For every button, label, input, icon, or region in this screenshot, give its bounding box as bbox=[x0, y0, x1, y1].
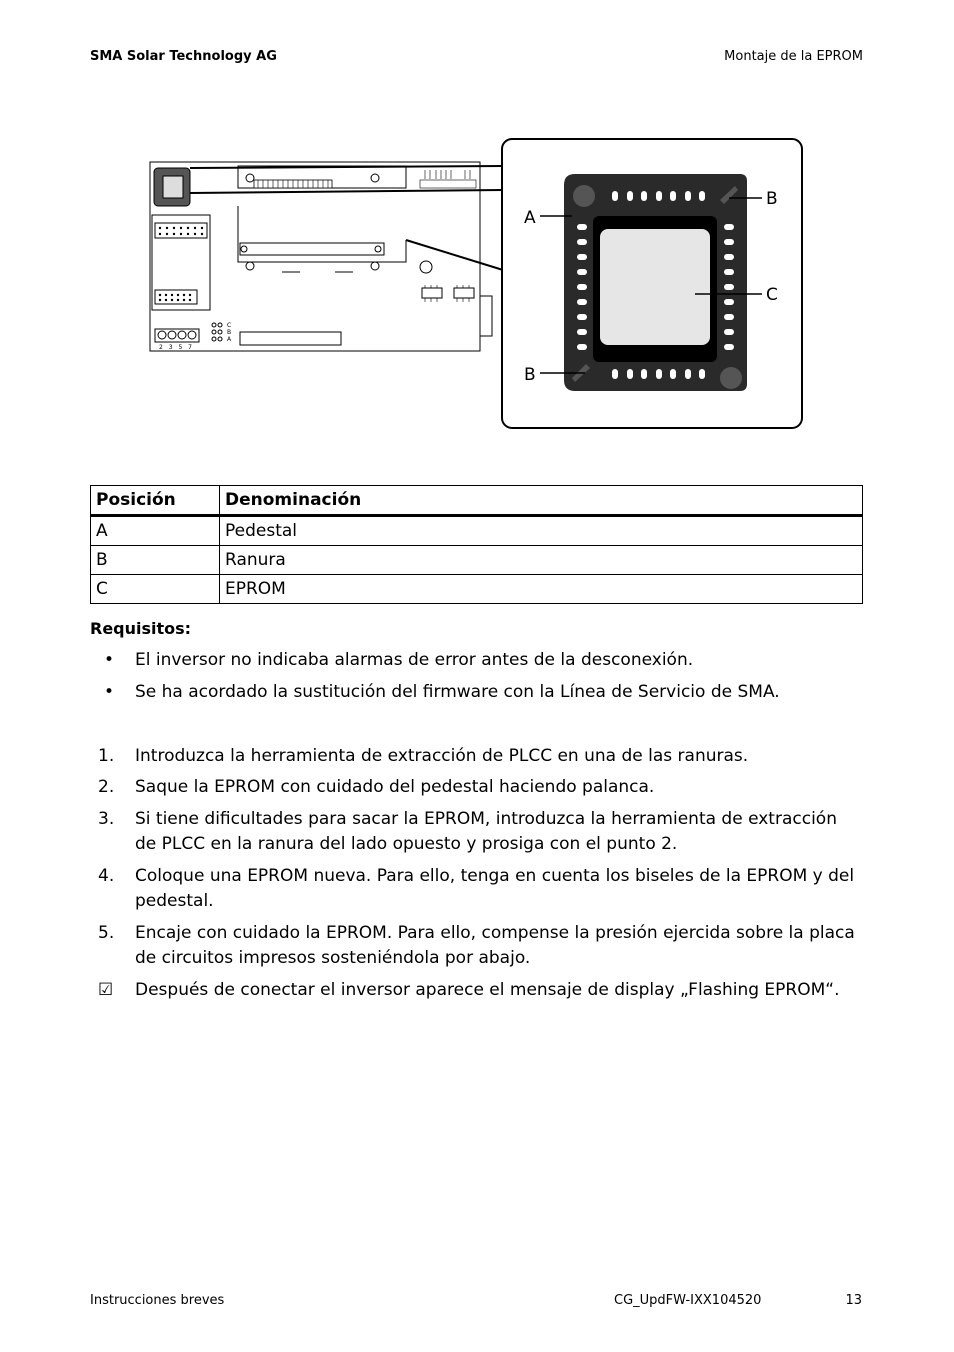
board-label-c: C bbox=[227, 322, 232, 329]
table-row bbox=[91, 516, 863, 546]
callout-b-top: B bbox=[766, 189, 778, 209]
legend-header-name: Denominación bbox=[220, 486, 863, 516]
legend-cell-position: C bbox=[91, 575, 220, 604]
step-text: Introduzca la herramienta de extracción de PLCC en una de las ranuras. bbox=[135, 746, 749, 766]
eprom-chip bbox=[600, 229, 710, 345]
legend-table bbox=[90, 485, 863, 604]
footer-doc-type: Instrucciones breves bbox=[90, 1293, 225, 1308]
step-text: Coloque una EPROM nueva. Para ello, tenga en cuenta los biseles de la EPROM y del pedestal. bbox=[135, 866, 855, 911]
table-row bbox=[91, 575, 863, 604]
board-label-b: B bbox=[227, 329, 232, 336]
header-company: SMA Solar Technology AG bbox=[90, 49, 277, 64]
result-text: Después de conectar el inversor aparece el mensaje de display „Flashing EPROM“. bbox=[135, 980, 840, 1000]
page-number: 13 bbox=[845, 1293, 862, 1308]
step-number: 4. bbox=[98, 866, 115, 886]
step-text: Encaje con cuidado la EPROM. Para ello, compense la presión ejercida sobre la placa de circuitos impresos sosteniéndola por abajo. bbox=[135, 923, 855, 968]
footer-doc-code: CG_UpdFW-IXX104520 bbox=[614, 1293, 762, 1308]
legend-cell-name: EPROM bbox=[220, 575, 863, 604]
step-number: 1. bbox=[98, 746, 115, 766]
legend-cell-name: Ranura bbox=[220, 546, 863, 575]
step-number: 5. bbox=[98, 923, 115, 943]
callout-c: C bbox=[766, 285, 778, 305]
callout-a: A bbox=[524, 208, 536, 228]
checkbox-checked-icon: ☑ bbox=[98, 980, 114, 1000]
legend-cell-name: Pedestal bbox=[220, 516, 863, 546]
bullet-marker: • bbox=[104, 650, 115, 670]
step-number: 3. bbox=[98, 809, 115, 829]
plcc-socket bbox=[564, 174, 747, 391]
board-label-a: A bbox=[227, 336, 232, 343]
table-row bbox=[91, 546, 863, 575]
header-section: Montaje de la EPROM bbox=[724, 49, 863, 64]
requirement-text: El inversor no indicaba alarmas de error antes de la desconexión. bbox=[135, 650, 694, 670]
step-text: Saque la EPROM con cuidado del pedestal haciendo palanca. bbox=[135, 777, 655, 797]
legend-cell-position: A bbox=[91, 516, 220, 546]
requirements-title: Requisitos: bbox=[90, 619, 192, 638]
step-text: Si tiene dificultades para sacar la EPROM, introduzca la herramienta de extracción de PLCC en la ranura del lado opuesto y prosiga con el punto 2. bbox=[135, 809, 837, 854]
legend-cell-position: B bbox=[91, 546, 220, 575]
eprom-figure bbox=[0, 0, 954, 470]
requirement-text: Se ha acordado la sustitución del firmware con la Línea de Servicio de SMA. bbox=[135, 682, 780, 702]
legend-header-row bbox=[91, 486, 863, 516]
terminal-numbers: 2 3 5 7 bbox=[159, 344, 194, 351]
bullet-marker: • bbox=[104, 682, 115, 702]
legend-header-position: Posición bbox=[91, 486, 220, 516]
step-number: 2. bbox=[98, 777, 115, 797]
callout-b-bottom: B bbox=[524, 365, 536, 385]
